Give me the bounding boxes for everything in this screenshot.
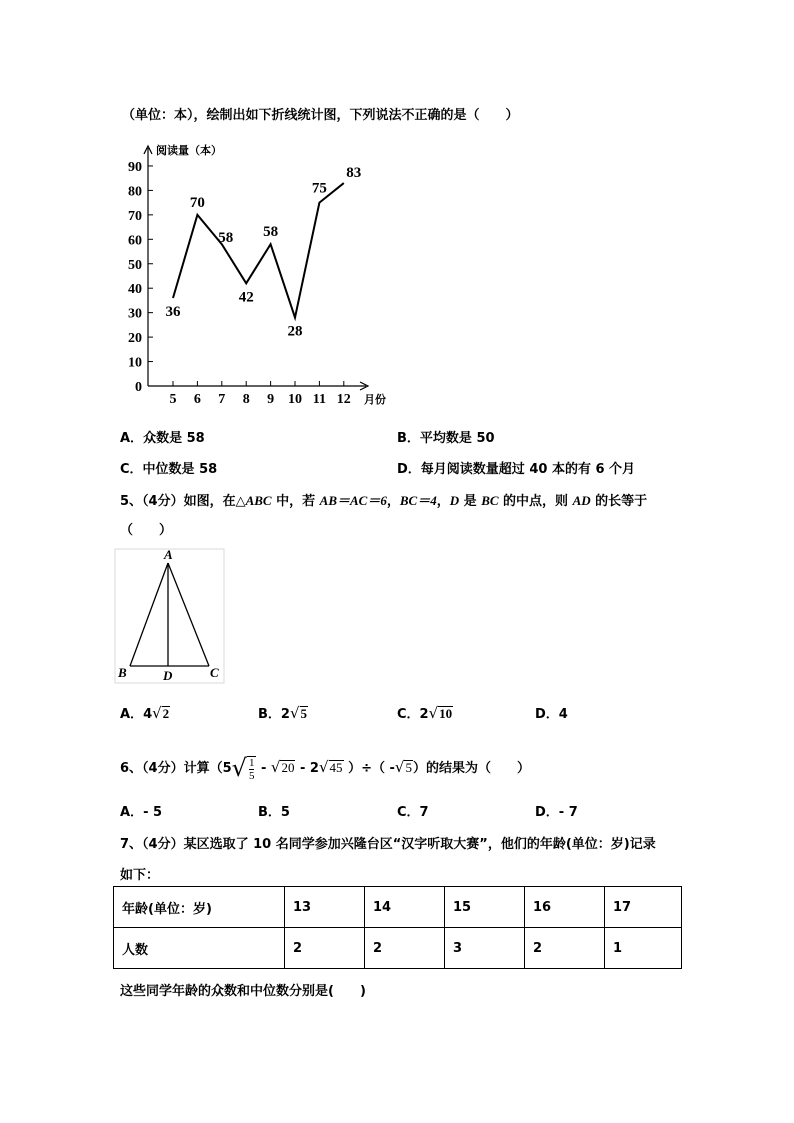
x-tick-label: 5	[169, 392, 177, 407]
q5-option-a[interactable]: A．4√2	[120, 704, 170, 722]
table-row	[114, 928, 682, 969]
y-tick-label: 70	[128, 208, 142, 224]
triangle-figure	[112, 545, 227, 685]
table-cell: 2	[285, 928, 365, 969]
q7-stem-line2: 如下：	[120, 868, 160, 883]
y-tick-label: 60	[128, 233, 142, 249]
q4-option-a[interactable]: A．众数是 58	[120, 431, 205, 446]
data-label: 36	[165, 303, 181, 320]
table-row	[114, 887, 682, 928]
x-tick-label: 10	[288, 392, 302, 407]
intro-text: （单位：本），绘制出如下折线统计图，下列说法不正确的是（ ）	[122, 108, 519, 123]
table-cell: 17	[605, 887, 682, 928]
table-cell: 14	[365, 887, 445, 928]
q6-option-d[interactable]: D．- 7	[535, 805, 578, 820]
data-label: 83	[346, 165, 362, 182]
table-cell: 13	[285, 887, 365, 928]
vertex-c-label: C	[210, 665, 219, 680]
x-tick-label: 11	[312, 392, 327, 407]
frac-numerator: 1	[248, 756, 255, 769]
age-table	[113, 886, 682, 969]
frac-denominator: 5	[248, 769, 255, 782]
q4-option-b[interactable]: B．平均数是 50	[397, 431, 495, 446]
table-cell: 16	[525, 887, 605, 928]
y-tick-label: 90	[128, 159, 142, 175]
data-label: 58	[218, 230, 234, 247]
x-tick-label: 12	[336, 392, 351, 407]
q7-stem-line1: 7、（4分）某区选取了 10 名同学参加兴隆台区“汉字听取大赛”，他们的年龄(单位：岁)记录	[120, 837, 656, 852]
point-d-label: D	[163, 668, 173, 683]
x-tick-label: 8	[242, 392, 250, 407]
table-cell: 1	[605, 928, 682, 969]
y-tick-label: 30	[128, 306, 142, 322]
q5-answer-paren: （ ）	[120, 523, 173, 538]
q6-option-a[interactable]: A．- 5	[120, 805, 163, 820]
side-ac	[168, 563, 209, 666]
q6-option-b[interactable]: B．5	[258, 805, 290, 820]
data-label: 58	[263, 224, 279, 241]
y-tick-label: 0	[135, 380, 142, 395]
vertex-a-label: A	[164, 547, 173, 562]
q6-option-c[interactable]: C．7	[397, 805, 429, 820]
q4-option-d[interactable]: D．每月阅读数量超过 40 本的有 6 个月	[397, 462, 636, 477]
data-label: 75	[311, 180, 327, 197]
q5-option-b[interactable]: B．2√5	[258, 704, 308, 722]
data-label: 28	[287, 323, 303, 340]
table-cell: 3	[445, 928, 525, 969]
q4-option-c[interactable]: C．中位数是 58	[120, 462, 218, 477]
table-cell: 2	[365, 928, 445, 969]
q5-option-c[interactable]: C．2√10	[397, 704, 453, 722]
data-label: 70	[189, 194, 205, 211]
x-tick-label: 6	[193, 392, 201, 407]
x-tick-label: 7	[218, 392, 226, 407]
x-tick-label: 9	[267, 392, 275, 407]
q5-stem: 5、（4分）如图，在△ABC 中，若 AB＝AC＝6，BC＝4，D 是 BC 的中点，则 AD 的长等于	[120, 493, 648, 509]
y-tick-label: 10	[128, 355, 142, 371]
table-cell: 人数	[114, 928, 285, 969]
vertex-b-label: B	[118, 665, 127, 680]
y-tick-label: 80	[128, 184, 142, 200]
q7-question: 这些同学年龄的众数和中位数分别是( )	[120, 984, 366, 999]
side-ab	[130, 563, 168, 666]
q5-option-d[interactable]: D．4	[535, 707, 568, 722]
y-axis-label: 阅读量（本）	[156, 144, 222, 157]
y-tick-label: 40	[128, 282, 142, 298]
q6-stem: 6、（4分）计算（5√ $\frac{1}{5}$ - √20 - 2√45 ）÷（ -√5）的结果为（ ）	[120, 754, 530, 782]
table-cell: 15	[445, 887, 525, 928]
data-label: 42	[238, 289, 254, 306]
x-axis-label: 月份	[364, 393, 386, 406]
reading-line-chart	[0, 0, 794, 420]
y-tick-label: 20	[128, 331, 142, 347]
table-cell: 2	[525, 928, 605, 969]
y-tick-label: 50	[128, 257, 142, 273]
table-cell: 年龄(单位：岁)	[114, 887, 285, 928]
